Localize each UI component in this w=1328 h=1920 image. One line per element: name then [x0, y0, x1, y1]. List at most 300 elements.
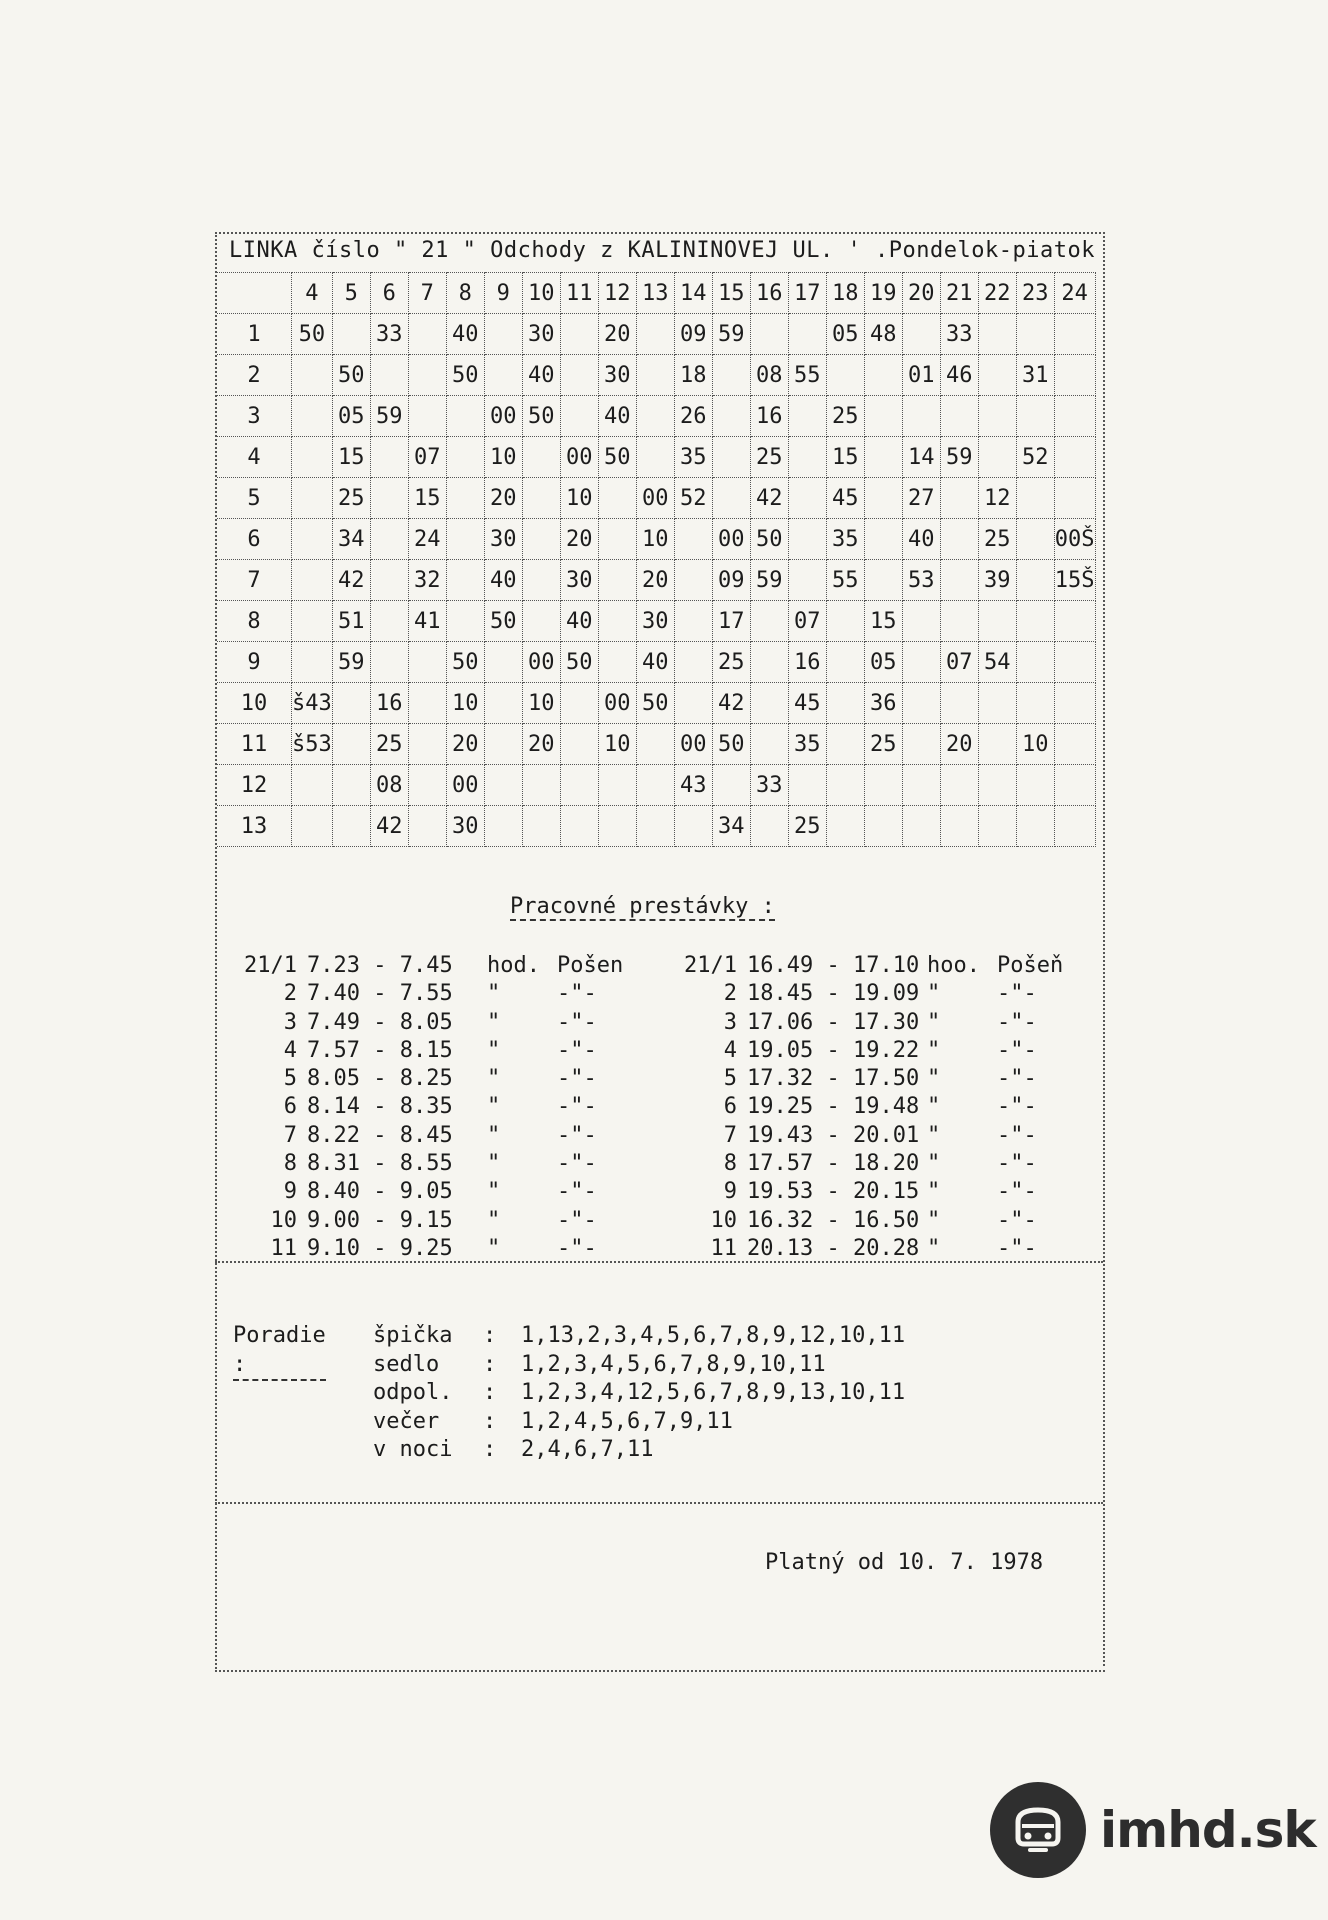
- break-place: Pošen: [557, 953, 624, 978]
- departure-minute: 15: [408, 478, 446, 519]
- departure-minute: [1054, 314, 1095, 355]
- break-run: 3: [283, 1009, 297, 1035]
- departure-minute: [370, 519, 408, 560]
- departure-minute: [484, 355, 522, 396]
- break-run: 21/1: [684, 953, 737, 978]
- departure-minute: [712, 478, 750, 519]
- departure-minute: [940, 519, 978, 560]
- departure-minute: [940, 806, 978, 847]
- break-time: 8.22 - 8.45: [307, 1122, 453, 1148]
- departure-minute: [826, 806, 864, 847]
- frame-top: [215, 232, 1105, 234]
- departure-minute: [636, 396, 674, 437]
- departure-minute: 40: [598, 396, 636, 437]
- departure-minute: [1054, 437, 1095, 478]
- departure-minute: [560, 314, 598, 355]
- departure-minute: 40: [636, 642, 674, 683]
- departure-minute: [332, 765, 370, 806]
- order-sequence: 1,13,2,3,4,5,6,7,8,9,12,10,11: [521, 1323, 906, 1348]
- departure-minute: [484, 642, 522, 683]
- departure-minute: 00: [712, 519, 750, 560]
- departure-minute: [598, 806, 636, 847]
- departure-minute: 00: [522, 642, 560, 683]
- hour-header: 23: [1016, 273, 1054, 314]
- break-time: 7.57 - 8.15: [307, 1037, 453, 1063]
- departure-minute: 50: [522, 396, 560, 437]
- departure-minute: 50: [332, 355, 370, 396]
- departure-minute: 53: [902, 560, 940, 601]
- departure-minute: [408, 396, 446, 437]
- departure-minute: [598, 519, 636, 560]
- break-row: [215, 1178, 647, 1206]
- departure-minute: [1016, 314, 1054, 355]
- departure-minute: 10: [636, 519, 674, 560]
- break-row: [655, 1037, 1087, 1065]
- break-unit: hod.: [487, 953, 540, 978]
- break-unit: hoo.: [927, 953, 980, 978]
- departure-minute: [522, 478, 560, 519]
- departure-minute: [332, 806, 370, 847]
- hour-header: 8: [446, 273, 484, 314]
- departure-minute: 50: [446, 355, 484, 396]
- imhd-logo: [990, 1782, 1316, 1878]
- departure-minute: 50: [636, 683, 674, 724]
- bus-front-icon: [990, 1782, 1086, 1878]
- departure-minute: [788, 765, 826, 806]
- run-number: 13: [217, 806, 292, 847]
- departure-minute: 18: [674, 355, 712, 396]
- break-time: 17.57 - 18.20: [747, 1151, 920, 1177]
- departure-minute: 42: [712, 683, 750, 724]
- break-place: -"-: [997, 1151, 1037, 1177]
- departure-minute: [522, 765, 560, 806]
- break-run: 8: [723, 1151, 737, 1177]
- hour-header: 9: [484, 273, 522, 314]
- break-run: 11: [270, 1235, 297, 1261]
- departure-minute: 25: [370, 724, 408, 765]
- break-row: [215, 1150, 647, 1178]
- order-row: [373, 1379, 905, 1408]
- departure-minute: [826, 765, 864, 806]
- table-row: [217, 806, 1095, 847]
- departure-minute: [712, 396, 750, 437]
- break-unit: ": [927, 1066, 941, 1092]
- departure-minute: 15: [332, 437, 370, 478]
- run-number: 8: [217, 601, 292, 642]
- departure-minute: 40: [902, 519, 940, 560]
- departure-minute: 00: [674, 724, 712, 765]
- departure-minute: [408, 765, 446, 806]
- run-number: 10: [217, 683, 292, 724]
- departure-minute: 43: [674, 765, 712, 806]
- departure-minute: [864, 560, 902, 601]
- departure-minute: [788, 478, 826, 519]
- order-colon: :: [483, 1351, 497, 1377]
- departure-minute: [750, 683, 788, 724]
- break-unit: ": [927, 1094, 941, 1120]
- break-run: 4: [283, 1037, 297, 1063]
- departure-minute: 20: [940, 724, 978, 765]
- departure-minute: 40: [484, 560, 522, 601]
- break-row: [655, 980, 1087, 1008]
- departure-minute: [484, 765, 522, 806]
- order-period: odpol.: [373, 1380, 453, 1405]
- departure-minute: [864, 437, 902, 478]
- break-unit: ": [487, 1094, 501, 1120]
- departure-minute: [788, 314, 826, 355]
- break-place: -"-: [557, 981, 597, 1007]
- departure-minute: [1054, 601, 1095, 642]
- departure-minute: 25: [826, 396, 864, 437]
- departure-minute: 55: [826, 560, 864, 601]
- departure-minute: 51: [332, 601, 370, 642]
- departure-minute: [1016, 765, 1054, 806]
- run-number: 3: [217, 396, 292, 437]
- departure-minute: 45: [826, 478, 864, 519]
- departure-minute: [446, 519, 484, 560]
- departure-minute: 32: [408, 560, 446, 601]
- departure-minute: [446, 601, 484, 642]
- departure-minute: 41: [408, 601, 446, 642]
- departure-minute: 20: [446, 724, 484, 765]
- table-row: [217, 560, 1095, 601]
- logo-text: imhd.sk: [1100, 1801, 1316, 1859]
- hour-header: 20: [902, 273, 940, 314]
- departure-minute: [484, 683, 522, 724]
- departure-minute: 07: [940, 642, 978, 683]
- break-run: 3: [723, 1009, 737, 1035]
- departure-minute: [522, 601, 560, 642]
- break-place: -"-: [557, 1179, 597, 1205]
- departure-minute: 16: [370, 683, 408, 724]
- departure-minute: 00: [636, 478, 674, 519]
- break-place: -"-: [997, 1122, 1037, 1148]
- departure-minute: 39: [978, 560, 1016, 601]
- departure-minute: [788, 519, 826, 560]
- departure-minute: 05: [826, 314, 864, 355]
- departure-minute: 20: [598, 314, 636, 355]
- departure-minute: 30: [598, 355, 636, 396]
- order-colon: :: [483, 1380, 497, 1405]
- departure-minute: [1016, 806, 1054, 847]
- run-number: 5: [217, 478, 292, 519]
- departure-minute: [522, 437, 560, 478]
- departure-minute: [902, 683, 940, 724]
- break-place: -"-: [557, 1122, 597, 1148]
- departure-minute: [408, 642, 446, 683]
- breaks-list-right: [655, 952, 1087, 1263]
- departure-minute: 15: [826, 437, 864, 478]
- departure-minute: [864, 478, 902, 519]
- departure-minute: 10: [446, 683, 484, 724]
- departure-minute: 25: [864, 724, 902, 765]
- departure-minute: [636, 437, 674, 478]
- departure-minute: [1016, 396, 1054, 437]
- departure-minute: 33: [370, 314, 408, 355]
- departure-minute: [1054, 765, 1095, 806]
- departure-minute: 07: [408, 437, 446, 478]
- hour-header: 7: [408, 273, 446, 314]
- break-time: 9.10 - 9.25: [307, 1235, 453, 1261]
- order-sequence: 1,2,3,4,5,6,7,8,9,10,11: [521, 1351, 826, 1377]
- break-place: Pošeň: [997, 953, 1064, 978]
- break-time: 19.53 - 20.15: [747, 1179, 920, 1205]
- departure-minute: [598, 601, 636, 642]
- break-time: 7.23 - 7.45: [307, 953, 453, 978]
- departure-minute: [292, 355, 333, 396]
- break-row: [655, 1150, 1087, 1178]
- departure-minute: [292, 437, 333, 478]
- break-time: 16.49 - 17.10: [747, 953, 920, 978]
- break-time: 17.32 - 17.50: [747, 1066, 920, 1092]
- departure-minute: [292, 560, 333, 601]
- departure-minute: [788, 396, 826, 437]
- departure-minute: [788, 437, 826, 478]
- departure-minute: 20: [522, 724, 560, 765]
- departure-minute: 59: [332, 642, 370, 683]
- run-number: 6: [217, 519, 292, 560]
- departure-minute: [978, 683, 1016, 724]
- run-number: 2: [217, 355, 292, 396]
- departure-minute: [902, 601, 940, 642]
- departure-minute: 20: [484, 478, 522, 519]
- departure-minute: [674, 806, 712, 847]
- departure-minute: [292, 519, 333, 560]
- departure-minute: 50: [484, 601, 522, 642]
- break-unit: ": [487, 1066, 501, 1092]
- break-run: 2: [723, 981, 737, 1007]
- break-row: [215, 1065, 647, 1093]
- departure-minute: [902, 642, 940, 683]
- departure-minute: 10: [1016, 724, 1054, 765]
- departure-minute: 42: [750, 478, 788, 519]
- table-corner: [217, 273, 292, 314]
- order-period: večer: [373, 1408, 440, 1434]
- break-place: -"-: [997, 1207, 1037, 1233]
- departure-minute: 40: [522, 355, 560, 396]
- order-row: [373, 1436, 653, 1465]
- departure-minute: 36: [864, 683, 902, 724]
- break-unit: ": [927, 1037, 941, 1063]
- departure-minute: [370, 642, 408, 683]
- departure-minute: 59: [712, 314, 750, 355]
- departure-minute: [864, 806, 902, 847]
- hour-header: 17: [788, 273, 826, 314]
- departure-minute: 35: [674, 437, 712, 478]
- break-time: 7.40 - 7.55: [307, 981, 453, 1007]
- departure-minute: [522, 560, 560, 601]
- break-row: [215, 1037, 647, 1065]
- departure-minute: [292, 396, 333, 437]
- run-number: 4: [217, 437, 292, 478]
- departure-minute: 27: [902, 478, 940, 519]
- order-period: špička: [373, 1323, 453, 1348]
- departure-minute: 14: [902, 437, 940, 478]
- departure-minute: [750, 314, 788, 355]
- table-row: [217, 724, 1095, 765]
- departure-minute: [446, 478, 484, 519]
- departure-minute: [370, 478, 408, 519]
- departure-minute: [826, 683, 864, 724]
- departure-minute: [598, 560, 636, 601]
- timetable-sheet: [215, 232, 1105, 1672]
- break-run: 9: [283, 1179, 297, 1205]
- hour-header: 5: [332, 273, 370, 314]
- break-unit: ": [927, 1179, 941, 1205]
- hour-header: 24: [1054, 273, 1095, 314]
- run-number: 7: [217, 560, 292, 601]
- order-colon: :: [483, 1408, 497, 1434]
- break-row: [655, 1235, 1087, 1263]
- departure-minute: 00: [560, 437, 598, 478]
- break-place: -"-: [997, 1235, 1037, 1261]
- break-place: -"-: [557, 1207, 597, 1233]
- departure-minute: [978, 765, 1016, 806]
- departure-minute: [940, 683, 978, 724]
- departure-minute: 25: [788, 806, 826, 847]
- departure-minute: 50: [292, 314, 333, 355]
- hour-header: 11: [560, 273, 598, 314]
- table-row: [217, 396, 1095, 437]
- departure-minute: 16: [788, 642, 826, 683]
- departure-minute: 55: [788, 355, 826, 396]
- break-row: [215, 980, 647, 1008]
- break-place: -"-: [997, 1066, 1037, 1092]
- hour-header: 18: [826, 273, 864, 314]
- break-run: 5: [723, 1066, 737, 1092]
- departure-minute: [560, 683, 598, 724]
- departure-minute: 16: [750, 396, 788, 437]
- departure-minute: 30: [560, 560, 598, 601]
- departure-minute: [636, 314, 674, 355]
- hour-header: 10: [522, 273, 560, 314]
- departure-minute: [902, 314, 940, 355]
- departure-minute: [484, 724, 522, 765]
- departure-minute: 12: [978, 478, 1016, 519]
- valid-from: Platný od 10. 7. 1978: [765, 1550, 1044, 1575]
- break-row: [215, 1093, 647, 1121]
- break-run: 8: [283, 1151, 297, 1177]
- departure-minute: [560, 355, 598, 396]
- departure-minute: [750, 806, 788, 847]
- departure-minute: 46: [940, 355, 978, 396]
- break-unit: ": [927, 1009, 941, 1035]
- departure-minute: [292, 478, 333, 519]
- run-number: 1: [217, 314, 292, 355]
- order-colon: :: [483, 1437, 497, 1462]
- departure-minute: 30: [484, 519, 522, 560]
- departure-minute: [332, 314, 370, 355]
- departure-minute: [1016, 683, 1054, 724]
- departure-minute: [446, 437, 484, 478]
- departure-minute: [408, 724, 446, 765]
- hour-header: 22: [978, 273, 1016, 314]
- departure-minute: [674, 560, 712, 601]
- order-label: Poradie :: [233, 1322, 326, 1381]
- break-place: -"-: [557, 1235, 597, 1261]
- departure-minute: [674, 601, 712, 642]
- break-time: 19.43 - 20.01: [747, 1122, 920, 1148]
- departure-minute: 30: [522, 314, 560, 355]
- departure-minute: [370, 355, 408, 396]
- break-time: 8.40 - 9.05: [307, 1179, 453, 1205]
- break-row: [655, 1009, 1087, 1037]
- departure-minute: 08: [750, 355, 788, 396]
- departure-minute: [484, 314, 522, 355]
- break-time: 16.32 - 16.50: [747, 1207, 920, 1233]
- break-run: 9: [723, 1179, 737, 1205]
- break-row: [655, 1178, 1087, 1206]
- break-unit: ": [487, 1037, 501, 1063]
- break-row: [215, 1122, 647, 1150]
- departure-minute: 26: [674, 396, 712, 437]
- departure-minute: 45: [788, 683, 826, 724]
- break-time: 7.49 - 8.05: [307, 1009, 453, 1035]
- break-unit: ": [487, 1009, 501, 1035]
- departure-minute: 24: [408, 519, 446, 560]
- departure-minute: 40: [560, 601, 598, 642]
- departure-minute: [940, 396, 978, 437]
- departure-minute: 50: [598, 437, 636, 478]
- departure-minute: 50: [750, 519, 788, 560]
- departure-minute: [636, 765, 674, 806]
- departure-minute: 25: [332, 478, 370, 519]
- departure-minute: [902, 765, 940, 806]
- departure-minute: 25: [712, 642, 750, 683]
- break-run: 6: [283, 1094, 297, 1120]
- departure-minute: [408, 806, 446, 847]
- departure-minute: [332, 683, 370, 724]
- departure-minute: 30: [446, 806, 484, 847]
- table-row: [217, 437, 1095, 478]
- departure-minute: [978, 314, 1016, 355]
- departure-minute: [902, 806, 940, 847]
- departure-minute: [902, 396, 940, 437]
- break-place: -"-: [557, 1009, 597, 1035]
- departure-minute: [1054, 683, 1095, 724]
- departure-minute: [1016, 601, 1054, 642]
- departure-minute: [712, 355, 750, 396]
- departure-minute: 25: [750, 437, 788, 478]
- departure-minute: [522, 806, 560, 847]
- departure-minute: 10: [484, 437, 522, 478]
- departure-minute: [864, 765, 902, 806]
- departure-minute: 54: [978, 642, 1016, 683]
- break-unit: ": [927, 1235, 941, 1261]
- departure-minute: [674, 683, 712, 724]
- departure-minute: 08: [370, 765, 408, 806]
- order-row: [373, 1408, 733, 1437]
- departure-minute: [978, 355, 1016, 396]
- departure-minute: 34: [332, 519, 370, 560]
- hour-header: 19: [864, 273, 902, 314]
- departure-minute: [1054, 355, 1095, 396]
- order-period: sedlo: [373, 1351, 440, 1377]
- departure-minute: 59: [940, 437, 978, 478]
- departure-minute: [636, 724, 674, 765]
- hour-header: 14: [674, 273, 712, 314]
- departure-minute: [332, 724, 370, 765]
- break-place: -"-: [997, 1009, 1037, 1035]
- break-row: [655, 1207, 1087, 1235]
- departure-minute: [484, 806, 522, 847]
- departure-minute: [408, 683, 446, 724]
- departure-minute: [560, 396, 598, 437]
- table-row: [217, 519, 1095, 560]
- table-row: [217, 314, 1095, 355]
- departure-minute: [408, 355, 446, 396]
- departure-minute: 50: [560, 642, 598, 683]
